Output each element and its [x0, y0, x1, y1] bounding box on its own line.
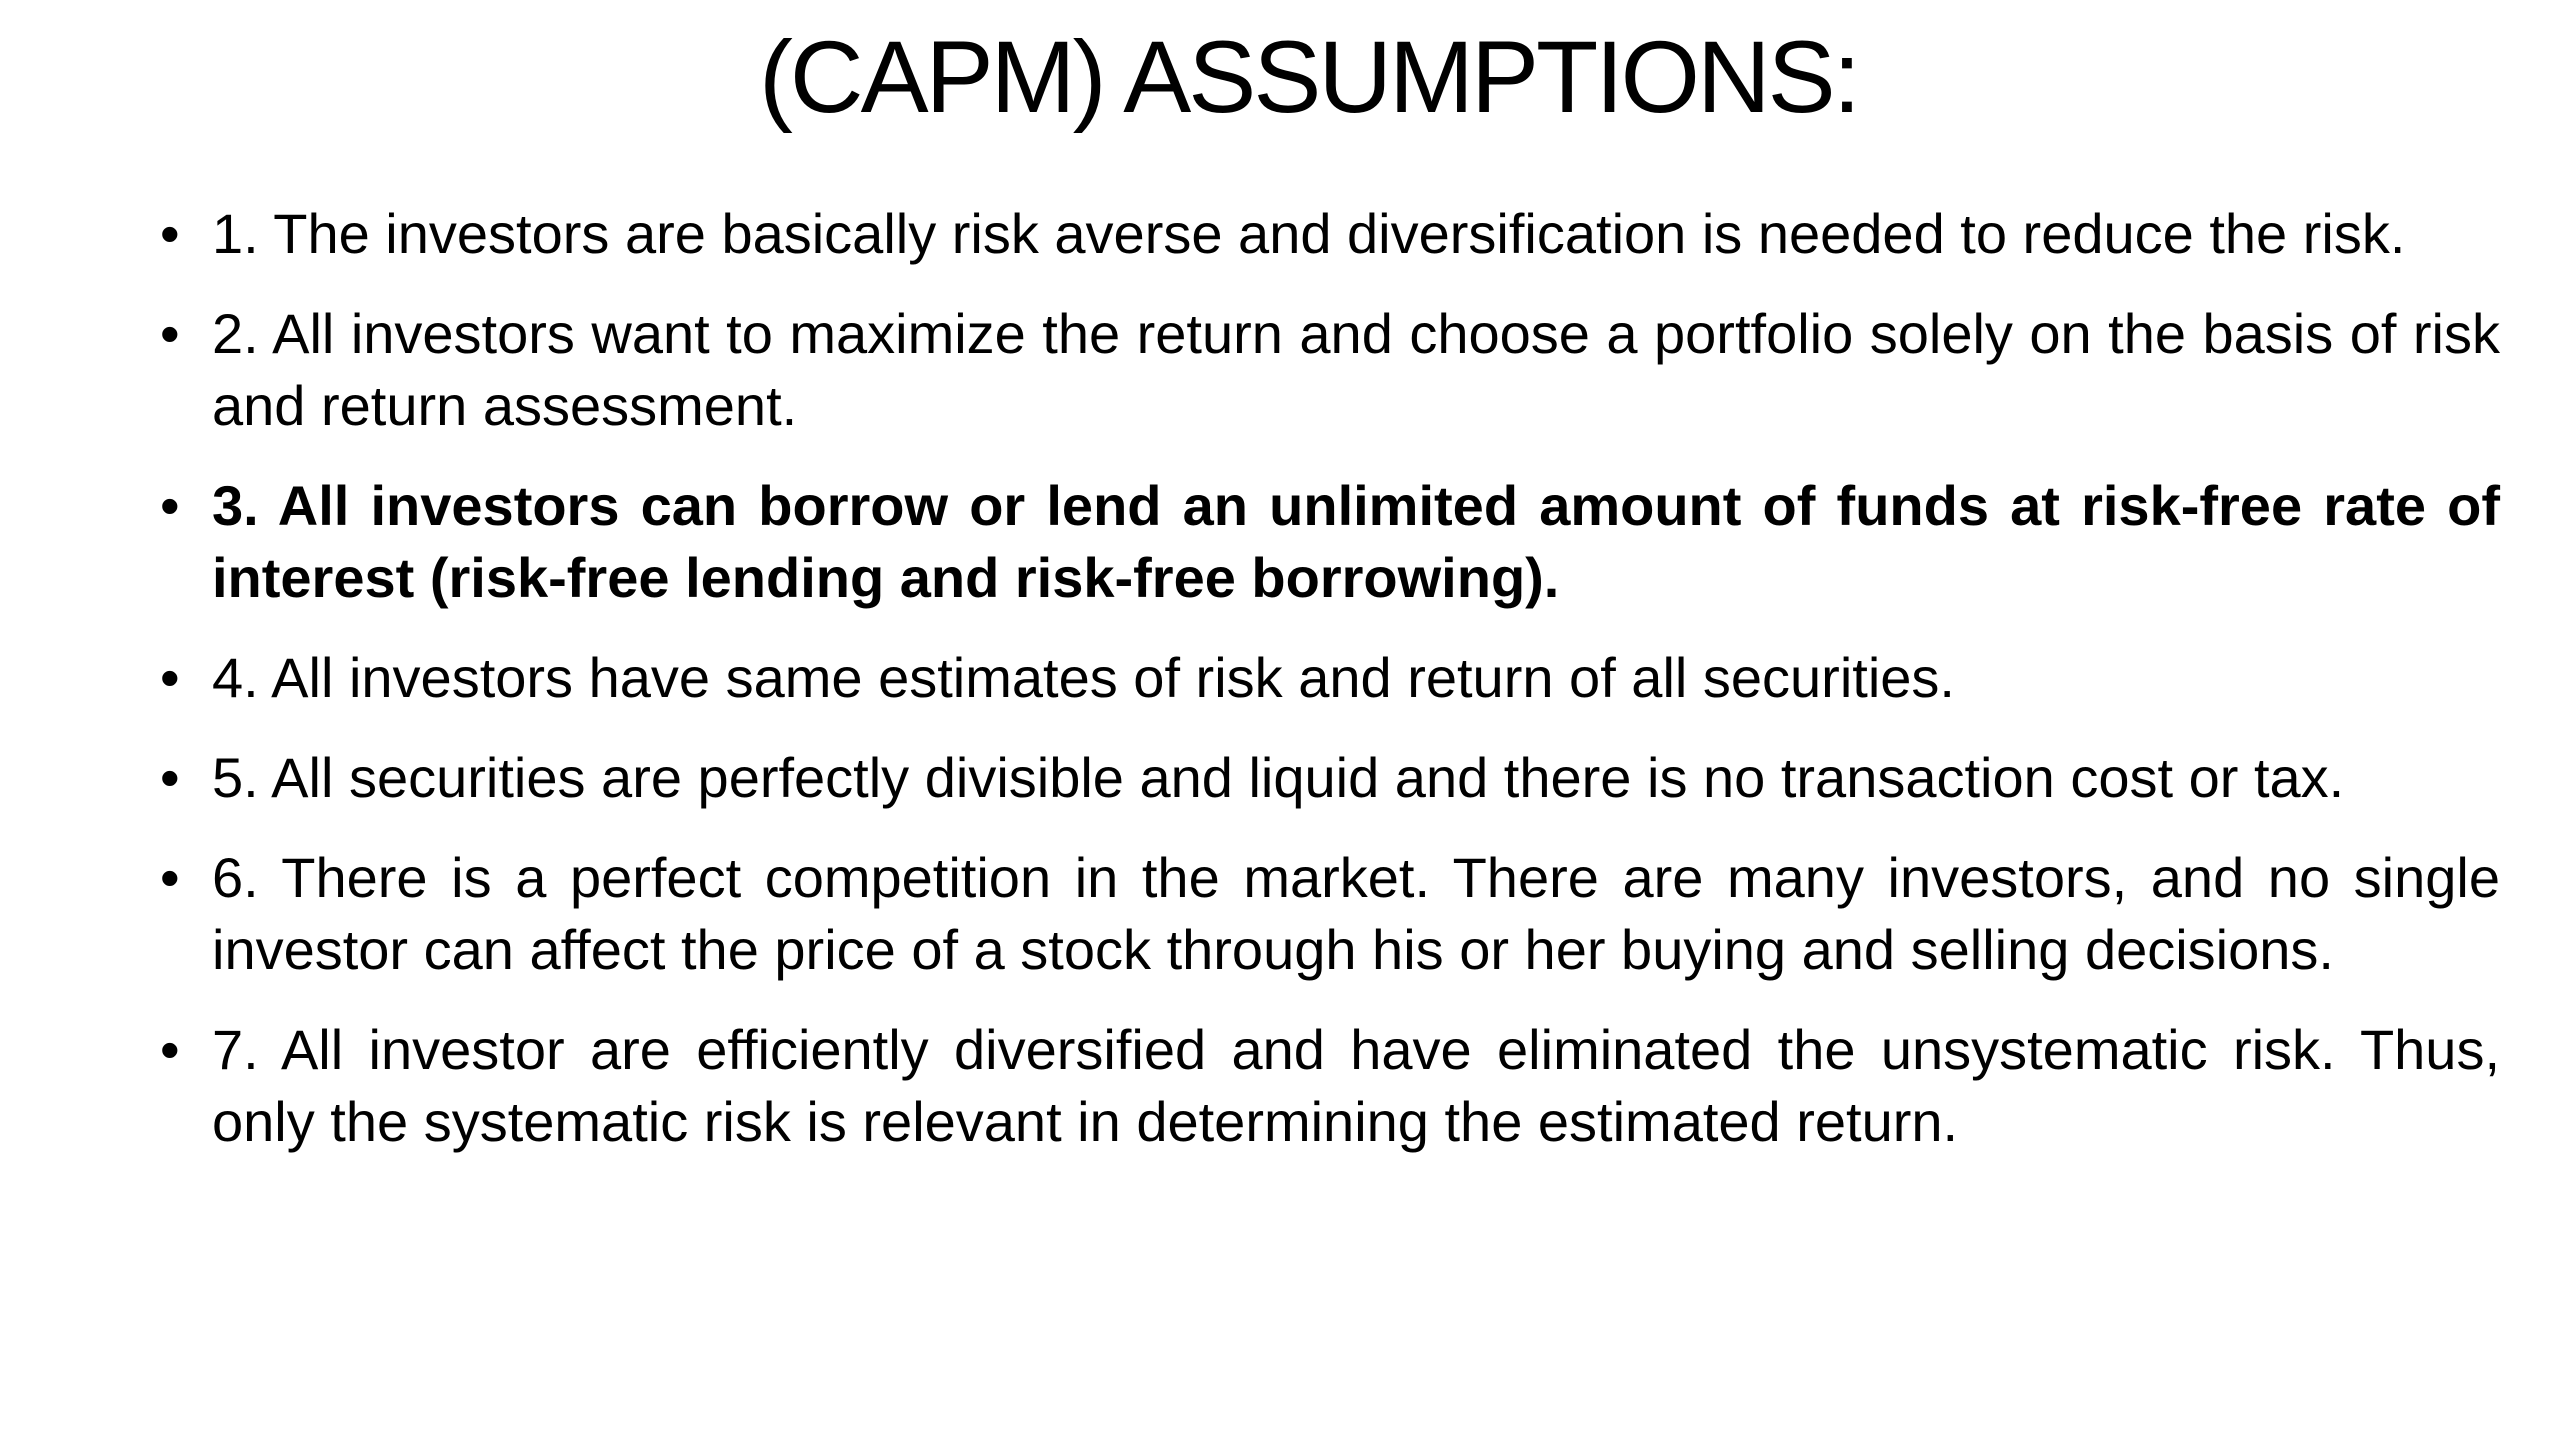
list-item: [160, 842, 2500, 986]
list-item-text: 3. All investors can borrow or lend an unlimited amount of funds at risk-free rate of interest (risk-free lending and risk-free borrowing).: [212, 474, 2500, 609]
bullet-icon: •: [160, 1018, 180, 1081]
list-item-text: 6. There is a perfect competition in the market. There are many investors, and no single investor can affect the price of a stock through his or her buying and selling decisions.: [212, 846, 2500, 981]
bullet-icon: •: [160, 474, 180, 537]
list-item-text: 5. All securities are perfectly divisible and liquid and there is no transaction cost or tax.: [212, 746, 2345, 809]
list-item: [160, 298, 2500, 442]
bullet-icon: •: [160, 302, 180, 365]
list-item: [160, 642, 2500, 714]
list-item: [160, 1014, 2500, 1158]
bullet-icon: •: [160, 202, 180, 265]
list-item-text: 7. All investor are efficiently diversified and have eliminated the unsystematic risk. Thus, only the systematic risk is relevant in determining the estimated return.: [212, 1018, 2500, 1153]
list-item: [160, 742, 2500, 814]
list-item-text: 4. All investors have same estimates of risk and return of all securities.: [212, 646, 1955, 709]
bullet-icon: •: [160, 646, 180, 709]
list-item: [160, 470, 2500, 614]
assumptions-list: [160, 198, 2500, 1186]
slide-title: (CAPM) ASSUMPTIONS:: [758, 20, 1859, 134]
bullet-icon: •: [160, 746, 180, 809]
list-item-text: 1. The investors are basically risk averse and diversification is needed to reduce the risk.: [212, 202, 2406, 265]
list-item-text: 2. All investors want to maximize the return and choose a portfolio solely on the basis of risk and return assessment.: [212, 302, 2500, 437]
list-item: [160, 198, 2500, 270]
bullet-icon: •: [160, 846, 180, 909]
